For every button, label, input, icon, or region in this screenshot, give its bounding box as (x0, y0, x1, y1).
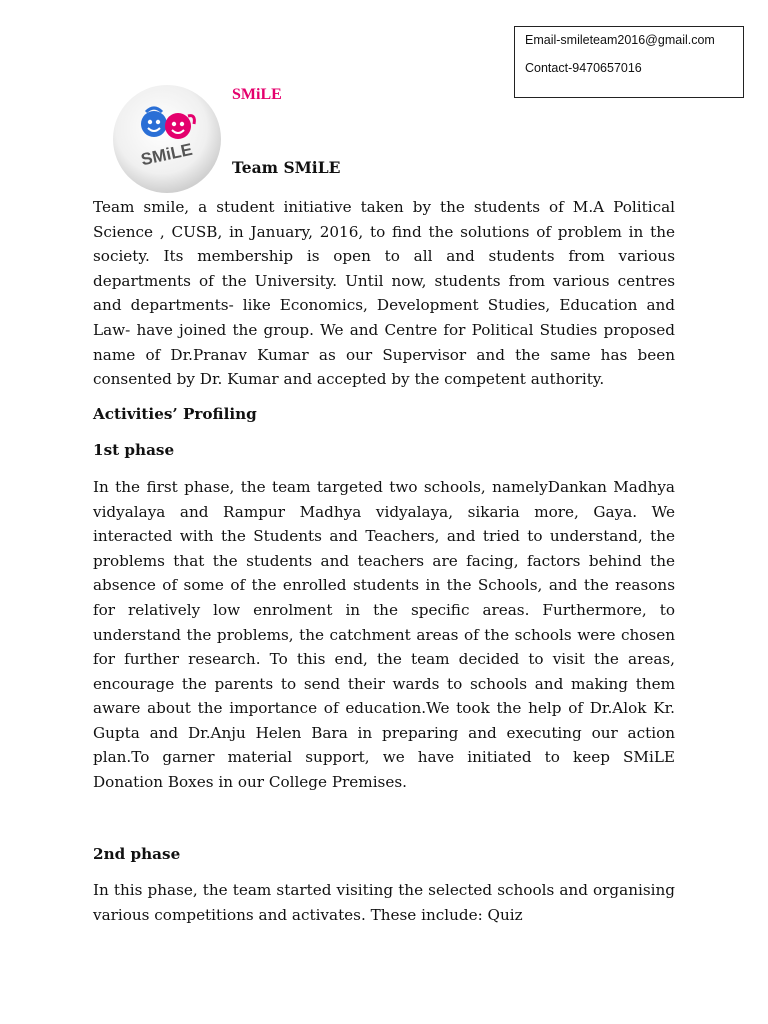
document-body (93, 195, 675, 927)
smile-logo (110, 84, 224, 194)
phase2-paragraph: In this phase, the team started visiting the selected schools and organising various competitions and activates. These include: Quiz (93, 881, 675, 924)
phase2-heading: 2nd phase (93, 844, 181, 863)
phase1-heading: 1st phase (93, 441, 175, 460)
phase1-paragraph: In the first phase, the team targeted two schools, namelyDankan Madhya vidyalaya and Rampur Madhya vidyalaya, sikaria more, Gaya. We interacted with the Students and Teachers, and tried to understand, the problems that the students and teachers are facing, factors behind the absence of some of the enrolled students in the Schools, and the reasons for relatively low enrolment in the specific areas. Furthermore, to understand the problems, the catchment areas of the schools were chosen for further research. To this end, the team decided to visit the areas, encourage the parents to send their wards to schools and making them aware about the importance of education.We took the help of Dr.Alok Kr. Gupta and Dr.Anju Helen Bara in preparing and executing our action plan.To garner material support, we have initiated to keep SMiLE Donation Boxes in our College Premises. (93, 477, 675, 792)
smile-logo-icon (110, 84, 224, 194)
brand-title: SMiLE (232, 86, 282, 103)
team-heading: Team SMiLE (232, 158, 341, 177)
contact-email: Email-smileteam2016@gmail.com (525, 33, 715, 47)
activities-heading: Activities’ Profiling (93, 404, 257, 423)
intro-paragraph: Team smile, a student initiative taken by the students of M.A Political Science , CUSB, in January, 2016, to find the solutions of problem in the society. Its membership is open to all and students from various departments of the University. Until now, students from various centres and departments- like Economics, Development Studies, Education and Law- have joined the group. We and Centre for Political Studies proposed name of Dr.Pranav Kumar as our Supervisor and the same has been consented by Dr. Kumar and accepted by the competent authority. (93, 198, 675, 389)
logo-text: SMiLE (139, 139, 195, 170)
contact-box (514, 26, 744, 98)
contact-phone: Contact-9470657016 (525, 61, 642, 75)
